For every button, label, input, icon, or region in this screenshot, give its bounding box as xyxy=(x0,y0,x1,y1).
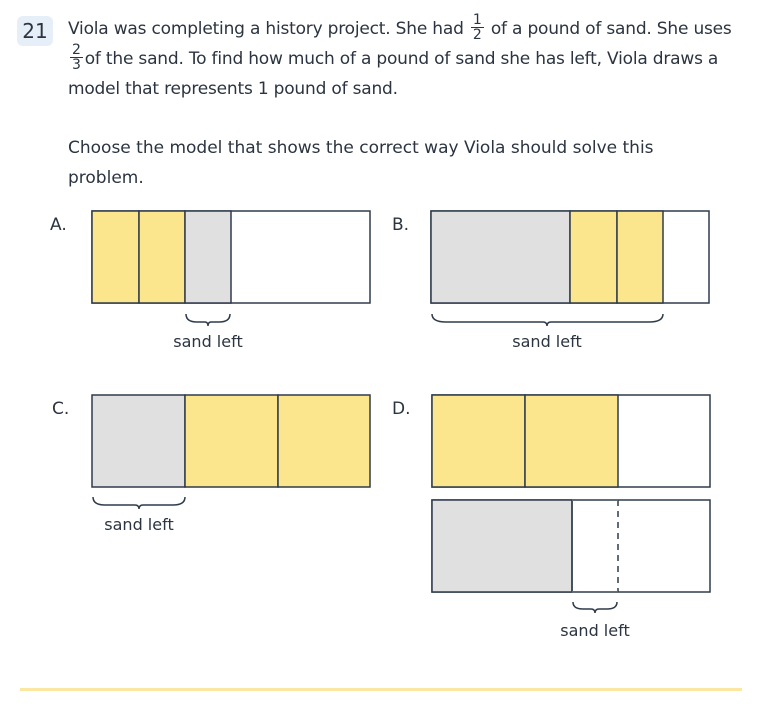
option-b-label[interactable]: B. xyxy=(392,215,410,235)
option-d-caption: sand left xyxy=(560,621,630,640)
question-prompt: Choose the model that shows the correct way Viola should solve this problem. xyxy=(68,138,654,188)
question-text-part: Viola was completing a history project. She had xyxy=(68,19,464,39)
fraction-numerator: 1 xyxy=(472,11,482,28)
option-b-caption: sand left xyxy=(512,332,582,351)
divider-rule xyxy=(20,688,742,691)
fraction-numerator: 2 xyxy=(72,41,81,58)
option-a-label[interactable]: A. xyxy=(50,215,67,235)
fraction-denominator: 2 xyxy=(472,26,482,43)
fraction-denominator: 3 xyxy=(72,56,81,73)
model-b[interactable] xyxy=(431,211,709,326)
model-a[interactable] xyxy=(92,211,370,326)
option-c-caption: sand left xyxy=(104,515,174,534)
option-c-label[interactable]: C. xyxy=(52,399,70,419)
question-text-part: of the sand. To find how much of a pound of sand she has left, Viola draws a model that represents 1 pound of sand. xyxy=(68,49,719,99)
model-c[interactable] xyxy=(92,395,370,509)
option-d-label[interactable]: D. xyxy=(392,399,411,419)
question-number-badge: 21 xyxy=(17,16,53,46)
option-a-caption: sand left xyxy=(173,332,243,351)
question-text-part: of a pound of sand. She uses xyxy=(490,19,732,39)
model-d[interactable] xyxy=(432,395,710,613)
